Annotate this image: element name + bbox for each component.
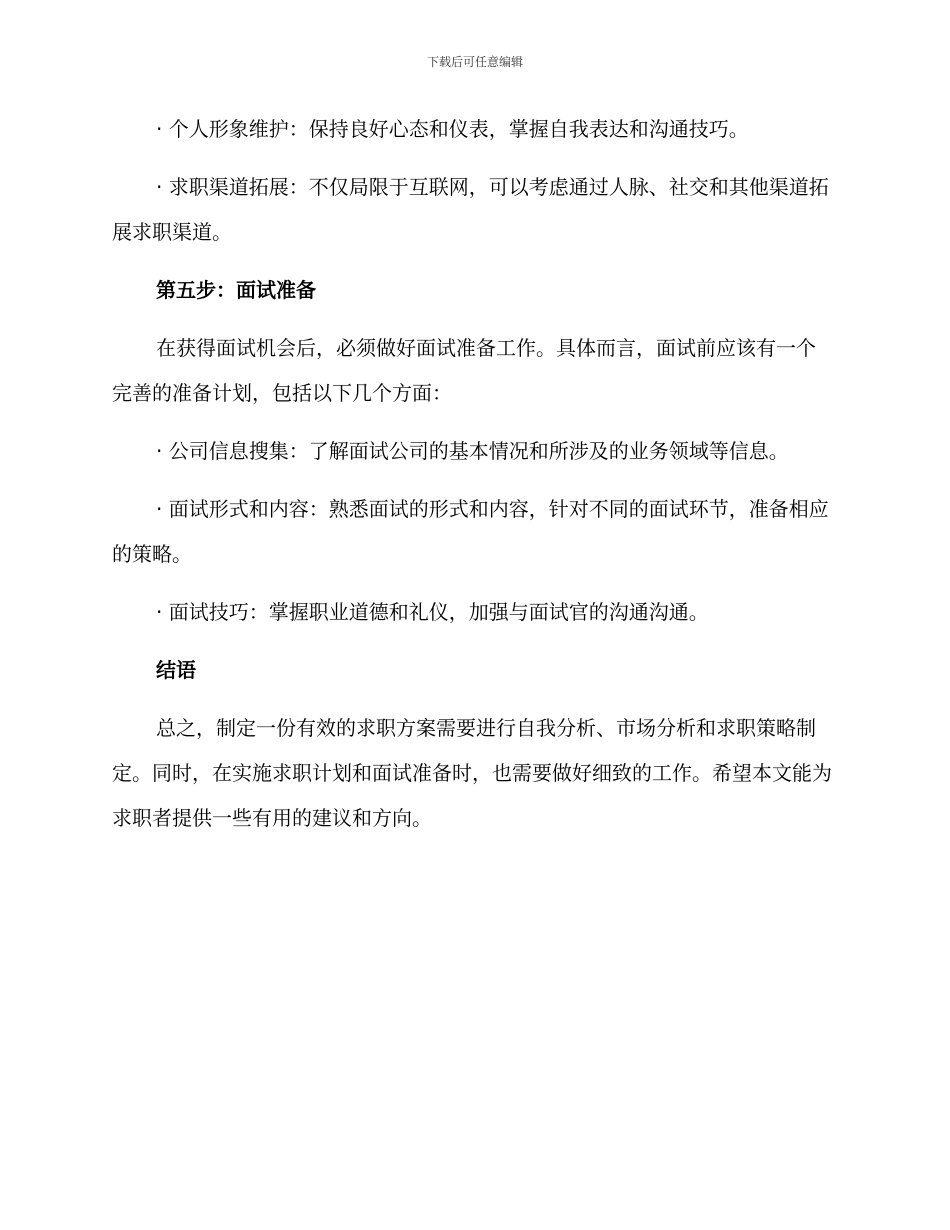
document-body	[112, 107, 832, 854]
bullet-interview-skills: · 面试技巧：掌握职业道德和礼仪，加强与面试官的沟通沟通。	[156, 600, 709, 624]
section-heading-step-five: 第五步：面试准备	[156, 278, 316, 302]
bullet-interview-format: · 面试形式和内容：熟悉面试的形式和内容，针对不同的面试环节，准备相应的策略。	[112, 497, 829, 566]
paragraph-conclusion: 总之，制定一份有效的求职方案需要进行自我分析、市场分析和求职策略制定。同时，在实施求职计划和面试准备时，也需要做好细致的工作。希望本文能为求职者提供一些有用的建议和方向。	[112, 716, 832, 830]
paragraph-interview-intro: 在获得面试机会后，必须做好面试准备工作。具体而言，面试前应该有一个完善的准备计划，包括以下几个方面：	[112, 336, 816, 405]
section-heading-conclusion: 结语	[156, 658, 196, 682]
bullet-personal-image: · 个人形象维护：保持良好心态和仪表，掌握自我表达和沟通技巧。	[156, 117, 749, 141]
page-header-note: 下载后可任意编辑	[426, 55, 523, 69]
bullet-company-info: · 公司信息搜集：了解面试公司的基本情况和所涉及的业务领域等信息。	[156, 439, 789, 463]
bullet-job-channels: · 求职渠道拓展：不仅局限于互联网，可以考虑通过人脉、社交和其他渠道拓展求职渠道。	[112, 175, 829, 244]
